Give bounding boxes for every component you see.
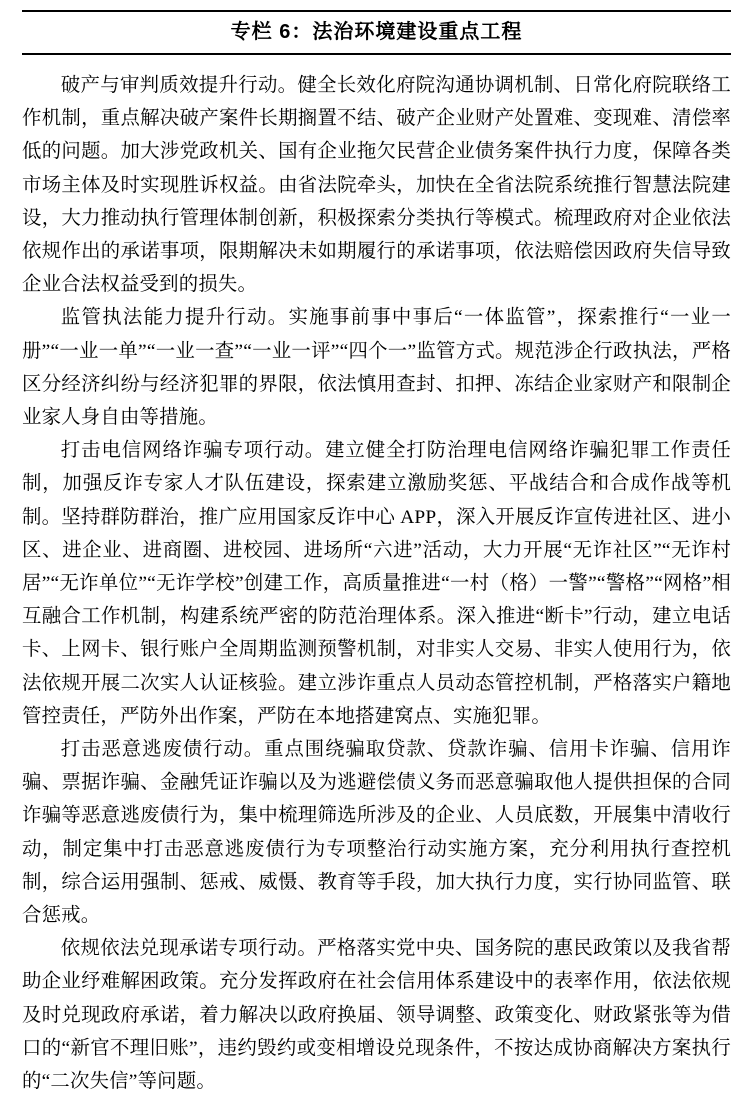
document-body xyxy=(22,69,731,1098)
page-title: 专栏 6：法治环境建设重点工程 xyxy=(22,10,731,55)
paragraph: 破产与审判质效提升行动。健全长效化府院沟通协调机制、日常化府院联络工作机制，重点解决破产案件长期搁置不结、破产企业财产处置难、变现难、清偿率低的问题。加大涉党政机关、国有企业拖欠民营企业债务案件执行力度，保障各类市场主体及时实现胜诉权益。由省法院牵头，加快在全省法院系统推行智慧法院建设，大力推动执行管理体制创新，积极探索分类执行等模式。梳理政府对企业依法依规作出的承诺事项，限期解决未如期履行的承诺事项，依法赔偿因政府失信导致企业合法权益受到的损失。 xyxy=(22,75,731,296)
paragraph: 依规依法兑现承诺专项行动。严格落实党中央、国务院的惠民政策以及我省帮助企业纾难解困政策。充分发挥政府在社会信用体系建设中的表率作用，依法依规及时兑现政府承诺，着力解决以政府换届、领导调整、政策变化、财政紧张等为借口的“新官不理旧账”，违约毁约或变相增设兑现条件，不按达成协商解决方案执行的“二次失信”等问题。 xyxy=(22,938,731,1093)
paragraph: 监管执法能力提升行动。实施事前事中事后“一体监管”，探索推行“一业一册”“一业一单”“一业一查”“一业一评”“四个一”监管方式。规范涉企行政执法，严格区分经济纠纷与经济犯罪的界限，依法慎用查封、扣押、冻结企业家财产和限制企业家人身自由等措施。 xyxy=(22,307,731,429)
paragraph: 打击恶意逃废债行动。重点围绕骗取贷款、贷款诈骗、信用卡诈骗、信用诈骗、票据诈骗、金融凭证诈骗以及为逃避偿债义务而恶意骗取他人提供担保的合同诈骗等恶意逃废债行为，集中梳理筛选所涉及的企业、人员底数，开展集中清收行动，制定集中打击恶意逃废债行为专项整治行动实施方案，充分利用执行查控机制，综合运用强制、惩戒、威慑、教育等手段，加大执行力度，实行协同监管、联合惩戒。 xyxy=(22,739,731,927)
paragraph: 打击电信网络诈骗专项行动。建立健全打防治理电信网络诈骗犯罪工作责任制，加强反诈专家人才队伍建设，探索建立激励奖惩、平战结合和合成作战等机制。坚持群防群治，推广应用国家反诈中心 APP，深入开展反诈宣传进社区、进小区、进企业、进商圈、进校园、进场所“六进”活动，大力开展“无诈社区”“无诈村居”“无诈单位”“无诈学校”创建工作，高质量推进“一村（格）一警”“警格”“网格”相互融合工作机制，构建系统严密的防范治理体系。深入推进“断卡”行动，建立电话卡、上网卡、银行账户全周期监测预警机制，对非实人交易、非实人使用行为，依法依规开展二次实人认证核验。建立涉诈重点人员动态管控机制，严格落实户籍地管控责任，严防外出作案，严防在本地搭建窝点、实施犯罪。 xyxy=(22,440,731,727)
